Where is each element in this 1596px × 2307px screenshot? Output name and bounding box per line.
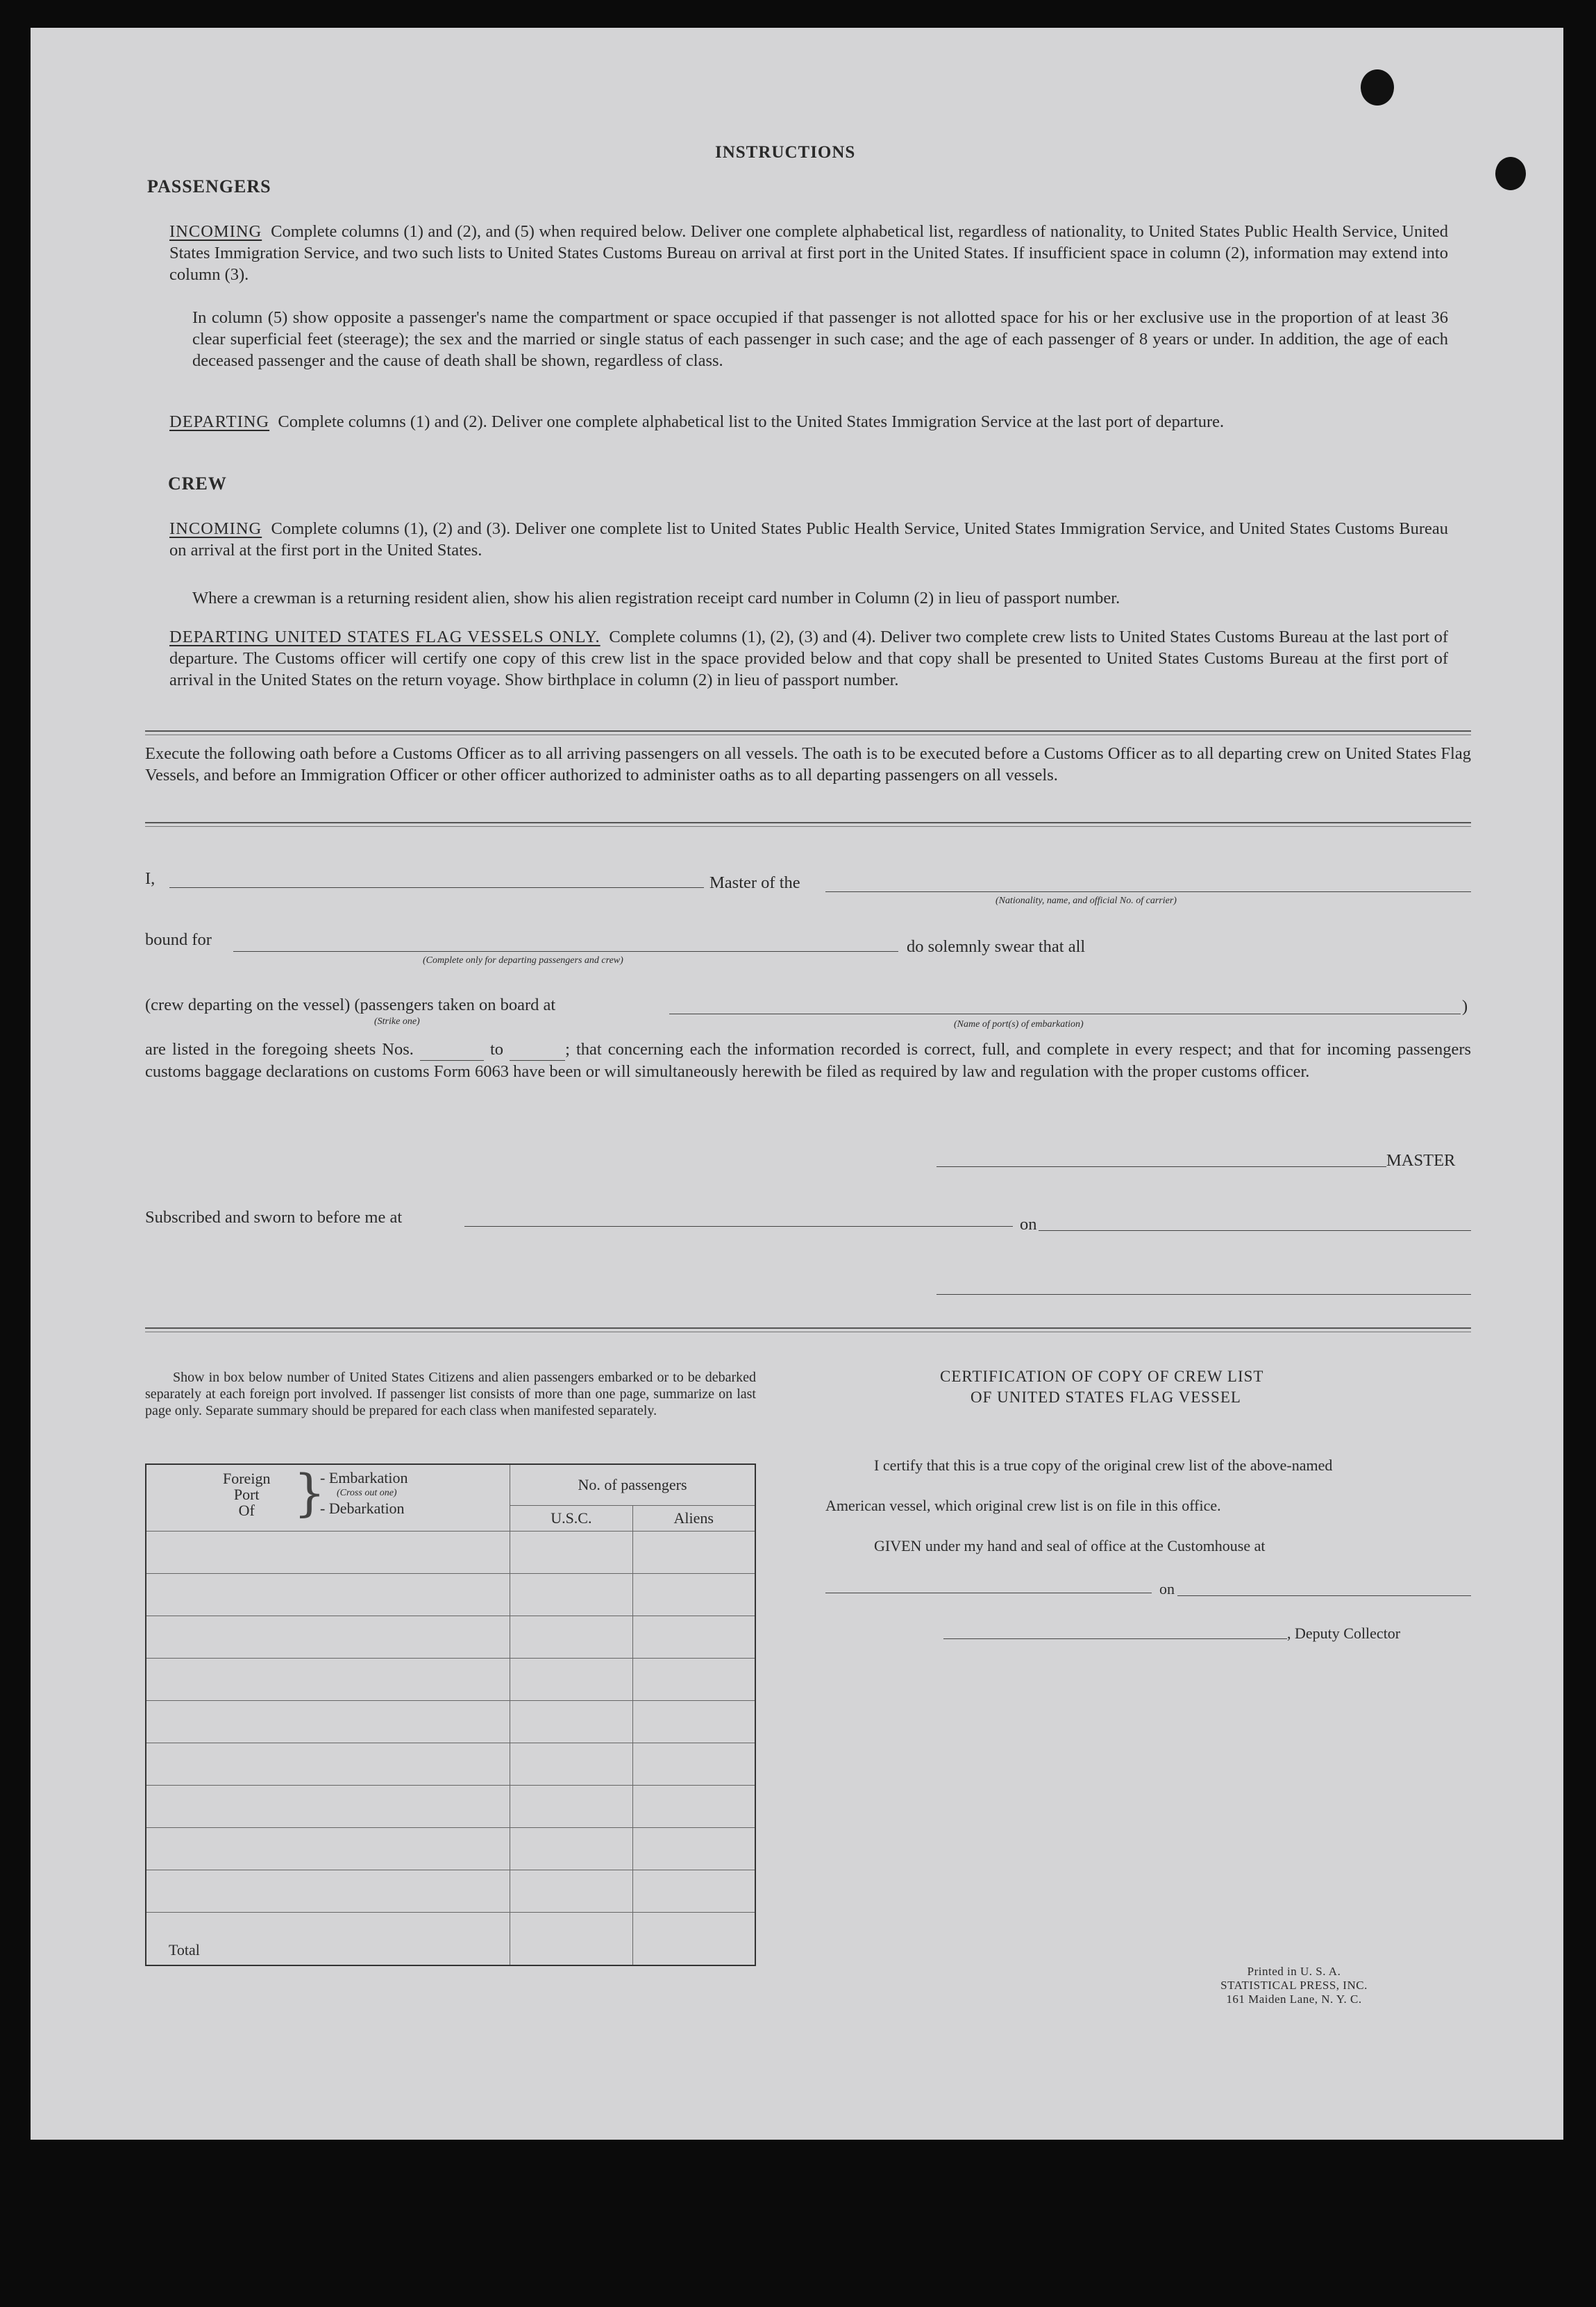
bound-for-field[interactable] <box>233 951 898 952</box>
usc-cell[interactable] <box>510 1659 632 1701</box>
passengers-incoming-label: INCOMING <box>169 222 262 241</box>
table-row <box>146 1743 755 1786</box>
aliens-cell[interactable] <box>632 1870 755 1913</box>
port-cell[interactable] <box>146 1870 510 1913</box>
passengers-column5-instruction: In column (5) show opposite a passenger's name the compartment or space occupied if that passenger is not allotted space for his or her exclusive use in the proportion of at least 36 clear superficial feet (steerage); the sex and the married or single status of each passenger in such case; and the age of each passenger of 8 years or under. In addition, the age of each deceased passenger and the cause of death shall be shown, regardless of class. <box>192 308 1448 370</box>
listed-suffix: ; that concerning each the information recorded is correct, full, and complete in every respect; and that for incoming passengers customs baggage declarations on customs Form 6063 have been or will simultaneously herewith be filed as required by law and regulation with the proper customs officer. <box>145 1040 1472 1081</box>
port-cell[interactable] <box>146 1616 510 1659</box>
passengers-departing-label: DEPARTING <box>169 412 270 431</box>
certification-date-field[interactable] <box>1177 1595 1471 1596</box>
divider <box>145 826 1471 827</box>
passengers-departing-text: Complete columns (1) and (2). Deliver one complete alphabetical list to the United States Immigration Service at the last port of departure. <box>278 412 1225 431</box>
swear-text: do solemnly swear that all <box>907 937 1086 956</box>
aliens-cell[interactable] <box>632 1743 755 1786</box>
printer-line1: Printed in U. S. A. <box>1247 1965 1341 1978</box>
printer-imprint <box>1169 1965 1419 2006</box>
passengers-incoming-text: Complete columns (1) and (2), and (5) when required below. Deliver one complete alphabetical list, regardless of nationality, to United States Public Health Service, United States Immigration Service, and two such lists to United States Customs Bureau on arrival at first port in the United States. If insufficient space in column (2), information may extend into column (3). <box>169 222 1449 284</box>
listed-to: to <box>490 1040 504 1059</box>
total-label: Total <box>146 1913 510 1966</box>
crew-incoming-label: INCOMING <box>169 519 262 538</box>
divider <box>145 730 1471 732</box>
aliens-cell[interactable] <box>632 1532 755 1574</box>
strike-one-caption: (Strike one) <box>374 1016 420 1027</box>
table-row <box>146 1616 755 1659</box>
passengers-incoming-instruction <box>169 221 1448 285</box>
crew-resident-instruction: Where a crewman is a returning resident alien, show his alien registration receipt card number in Column (2) in lieu of passport number. <box>192 589 1120 607</box>
crew-incoming-text: Complete columns (1), (2) and (3). Deliver one complete list to United States Public Health Service, United States Immigration Service, and United States Customs Bureau on arrival at the first port in the United States. <box>169 519 1448 560</box>
master-of-the-label: Master of the <box>709 873 800 892</box>
sheet-to-field[interactable] <box>510 1039 565 1061</box>
subscribed-on-label: on <box>1020 1215 1037 1234</box>
foreign-label: Foreign <box>223 1470 271 1487</box>
port-label: Port <box>233 1486 260 1503</box>
instructions-title: INSTRUCTIONS <box>715 143 856 162</box>
sheet-from-field[interactable] <box>420 1039 484 1061</box>
certification-title-line1: CERTIFICATION OF COPY OF CREW LIST <box>940 1368 1264 1385</box>
of-label: Of <box>238 1502 255 1519</box>
aliens-cell[interactable] <box>632 1828 755 1870</box>
table-row <box>146 1701 755 1743</box>
usc-total-cell[interactable] <box>510 1913 632 1966</box>
oath-listed-text <box>145 1039 1471 1082</box>
aliens-total-cell[interactable] <box>632 1913 755 1966</box>
table-row <box>146 1786 755 1828</box>
divider <box>145 822 1471 823</box>
master-name-field[interactable] <box>169 887 704 888</box>
subscribed-date-field[interactable] <box>1039 1230 1471 1231</box>
table-row <box>146 1574 755 1616</box>
master-label: MASTER <box>1386 1151 1456 1170</box>
crew-departing-instruction <box>169 626 1448 691</box>
port-cell[interactable] <box>146 1701 510 1743</box>
crew-departing-text: (crew departing on the vessel) (passengers taken on board at <box>145 996 556 1014</box>
subscribed-label: Subscribed and sworn to before me at <box>145 1208 403 1227</box>
divider <box>145 1327 1471 1329</box>
table-row <box>146 1870 755 1913</box>
listed-prefix: are listed in the foregoing sheets Nos. <box>145 1040 414 1059</box>
printer-line3: 161 Maiden Lane, N. Y. C. <box>1226 1993 1362 2006</box>
subscribed-place-field[interactable] <box>464 1226 1013 1227</box>
passengers-heading: PASSENGERS <box>147 176 271 196</box>
oath-i-label: I, <box>145 869 156 888</box>
form-page <box>31 28 1563 2140</box>
aliens-cell[interactable] <box>632 1616 755 1659</box>
master-signature-field[interactable] <box>936 1166 1386 1167</box>
embarkation-option[interactable]: - Embarkation <box>320 1469 408 1486</box>
usc-cell[interactable] <box>510 1743 632 1786</box>
port-cell[interactable] <box>146 1743 510 1786</box>
crew-departing-label: DEPARTING UNITED STATES FLAG VESSELS ONLY. <box>169 628 600 646</box>
port-cell[interactable] <box>146 1532 510 1574</box>
port-cell[interactable] <box>146 1659 510 1701</box>
carrier-field[interactable] <box>825 891 1471 892</box>
no-of-passengers-header: No. of passengers <box>510 1464 755 1506</box>
close-paren: ) <box>1462 997 1468 1016</box>
aliens-header: Aliens <box>632 1506 755 1532</box>
certification-on-label: on <box>1159 1580 1175 1597</box>
foreign-port-label <box>223 1470 270 1518</box>
debarkation-option[interactable]: - Debarkation <box>320 1500 405 1517</box>
printer-line2: STATISTICAL PRESS, INC. <box>1220 1979 1368 1992</box>
usc-cell[interactable] <box>510 1701 632 1743</box>
foreign-port-header <box>146 1464 510 1532</box>
certification-title-line2: OF UNITED STATES FLAG VESSEL <box>971 1389 1241 1406</box>
port-cell[interactable] <box>146 1786 510 1828</box>
crew-heading: CREW <box>168 473 227 494</box>
punch-hole <box>1361 69 1394 106</box>
port-cell[interactable] <box>146 1574 510 1616</box>
given-line: GIVEN under my hand and seal of office at the Customhouse at <box>874 1537 1266 1554</box>
usc-header: U.S.C. <box>510 1506 632 1532</box>
deputy-collector-label: , Deputy Collector <box>1287 1625 1401 1642</box>
aliens-cell[interactable] <box>632 1659 755 1701</box>
usc-cell[interactable] <box>510 1532 632 1574</box>
port-cell[interactable] <box>146 1828 510 1870</box>
certify-line1: I certify that this is a true copy of the original crew list of the above-named <box>874 1457 1333 1474</box>
aliens-cell[interactable] <box>632 1786 755 1828</box>
table-row <box>146 1659 755 1701</box>
usc-cell[interactable] <box>510 1870 632 1913</box>
usc-cell[interactable] <box>510 1828 632 1870</box>
certify-line2: American vessel, which original crew list is on file in this office. <box>825 1497 1221 1514</box>
ports-caption: (Name of port(s) of embarkation) <box>954 1019 1084 1030</box>
passenger-summary-table <box>145 1463 756 1966</box>
cross-out-caption: (Cross out one) <box>337 1488 397 1498</box>
total-row <box>146 1913 755 1966</box>
usc-cell[interactable] <box>510 1574 632 1616</box>
passengers-departing-instruction <box>169 411 1448 433</box>
bound-for-label: bound for <box>145 930 212 949</box>
deputy-signature-field[interactable] <box>943 1638 1287 1639</box>
summary-instructions: Show in box below number of United States Citizens and alien passengers embarked or to be debarked separately at each foreign port involved. If passenger list consists of more than one page, summarize on last page only. Separate summary should be prepared for each class when manifested separately. <box>145 1370 756 1418</box>
aliens-cell[interactable] <box>632 1574 755 1616</box>
embark-debark-options <box>320 1470 408 1516</box>
usc-cell[interactable] <box>510 1786 632 1828</box>
aliens-cell[interactable] <box>632 1701 755 1743</box>
bound-for-caption: (Complete only for departing passengers and crew) <box>423 955 623 966</box>
crew-incoming-instruction <box>169 518 1448 561</box>
brace-icon: } <box>294 1463 326 1522</box>
usc-cell[interactable] <box>510 1616 632 1659</box>
carrier-caption: (Nationality, name, and official No. of carrier) <box>996 896 1177 906</box>
officer-signature-field[interactable] <box>936 1294 1471 1295</box>
crew-departing-text: Complete columns (1), (2), (3) and (4). Deliver two complete crew lists to United States Customs Bureau at the last port of departure. The Customs officer will certify one copy of this crew list in the space provided below and that copy shall be presented to United States Customs Bureau at the first port of arrival in the United States on the return voyage. Show birthplace in column (2) in lieu of passport number. <box>169 628 1448 689</box>
table-row <box>146 1532 755 1574</box>
oath-intro: Execute the following oath before a Customs Officer as to all arriving passengers on all vessels. The oath is to be executed before a Customs Officer as to all departing crew on United States Flag Vessels, and before an Immigration Officer or other officer authorized to administer oaths as to all departing passengers on all vessels. <box>145 744 1471 785</box>
table-row <box>146 1828 755 1870</box>
punch-hole <box>1495 157 1526 190</box>
